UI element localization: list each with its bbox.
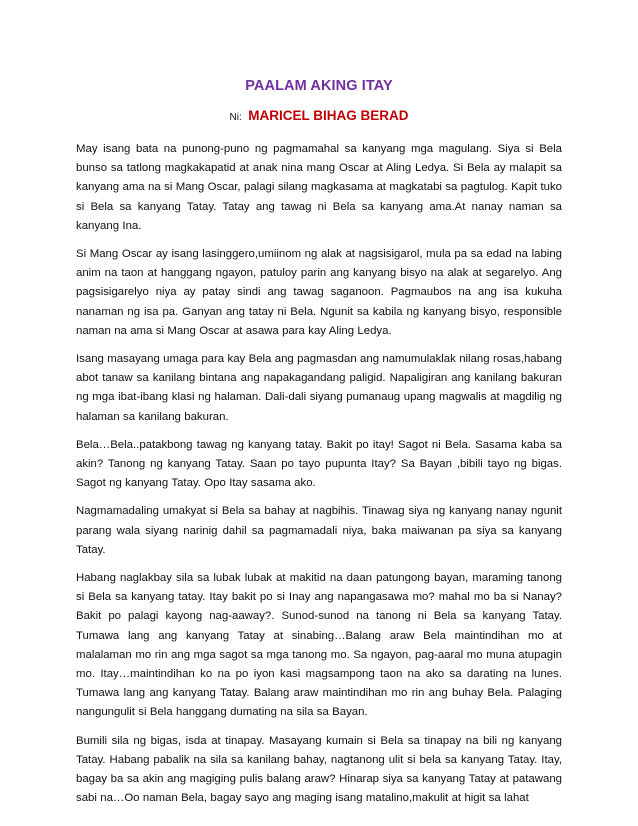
paragraph: Isang masayang umaga para kay Bela ang pagmasdan ang namumulaklak nilang rosas,habang abot tanaw sa kanilang bintana ang napakagandang paligid. Napaligiran ang kanilang bakuran ng mga ibat-ibang klasi ng halaman. Dali-dali siyang pumanaug upang magwalis at magdilig ng halaman sa kanilang bakuran.	[76, 353, 562, 423]
document-page	[76, 78, 562, 818]
paragraph: May isang bata na punong-puno ng pagmamahal sa kanyang mga magulang. Siya si Bela bunso sa tatlong magkakapatid at anak nina mang Oscar at Aling Ledya. Si Bela ay malapit sa kanyang ama na si Mang Oscar, palagi silang magkasama at magkatabi sa pagtulog. Kapit tuko si Bela sa kanyang Tatay. Tatay ang tawag ni Bela sa kanyang ama.At nanay naman sa kanyang Ina.	[76, 143, 562, 232]
paragraph: Nagmamadaling umakyat si Bela sa bahay at nagbihis. Tinawag siya ng kanyang nanay ngunit parang wala siyang narinig dahil sa pagmamadali niya, baka maiwanan pa siya sa kanyang Tatay.	[76, 505, 562, 556]
document-title: PAALAM AKING ITAY	[245, 78, 393, 94]
paragraph: Habang naglakbay sila sa lubak lubak at makitid na daan patungong bayan, maraming tanong si Bela sa kanyang tatay. Itay bakit po si Inay ang napangasawa mo? mahal mo ba si Nanay? Bakit po palagi kayong nag-aaway?. Sunod-sunod na tanong ni Bela sa kanyang Tatay. Tumawa lang ang kanyang Tatay at sinabing…Balang araw Bela maintindihan mo at malalaman mo rin ang mga sagot sa mga tanong mo. Sa ngayon, pag-aaral mo muna atupagin mo. Itay…maintindihan ko na po iyon kasi magsampong taon na ako sa darating na lunes. Tumawa lang ang kanyang Tatay. Balang araw maintindihan mo rin ang buhay Bela. Palaging nangungulit si Bela hanggang dumating na sila sa Bayan.	[76, 572, 562, 719]
byline	[76, 108, 562, 126]
author-name: MARICEL BIHAG BERAD	[248, 108, 409, 123]
byline-label: Ni:	[229, 112, 242, 123]
paragraph: Bela…Bela..patakbong tawag ng kanyang tatay. Bakit po itay! Sagot ni Bela. Sasama kaba sa akin? Tanong ng kanyang Tatay. Saan po tayo pupunta Itay? Sa Bayan ,bibili tayo ng bigas. Sagot ng kanyang Tatay. Opo Itay sasama ako.	[76, 438, 562, 490]
paragraph: Si Mang Oscar ay isang lasinggero,umiinom ng alak at nagsisigarol, mula pa sa edad na labing anim na taon at hanggang ngayon, patuloy parin ang kanyang bisyo na alak at segarelyo. Ang pagsisigarelyo niya ay patay sindi ang tawag saganoon. Pagmaubos na ang isa kukuha nanaman ng isa pa. Ganyan ang tatay ni Bela. Ngunit sa kabila ng kanyang bisyo, responsible naman na ama si Mang Oscar at asawa para kay Aling Ledya.	[76, 248, 562, 337]
paragraph: Bumili sila ng bigas, isda at tinapay. Masayang kumain si Bela sa tinapay na bili ng kanyang Tatay. Habang pabalik na sila sa kanilang bahay, nagtanong ulit si bela sa kanyang Tatay. Itay, bagay ba sa akin ang magiging pulis balang araw? Hinarap siya sa kanyang Tatay at patawang sabi na…Oo naman Bela, bagay sayo ang maging isang matalino,makulit at higit sa lahat	[76, 734, 562, 805]
